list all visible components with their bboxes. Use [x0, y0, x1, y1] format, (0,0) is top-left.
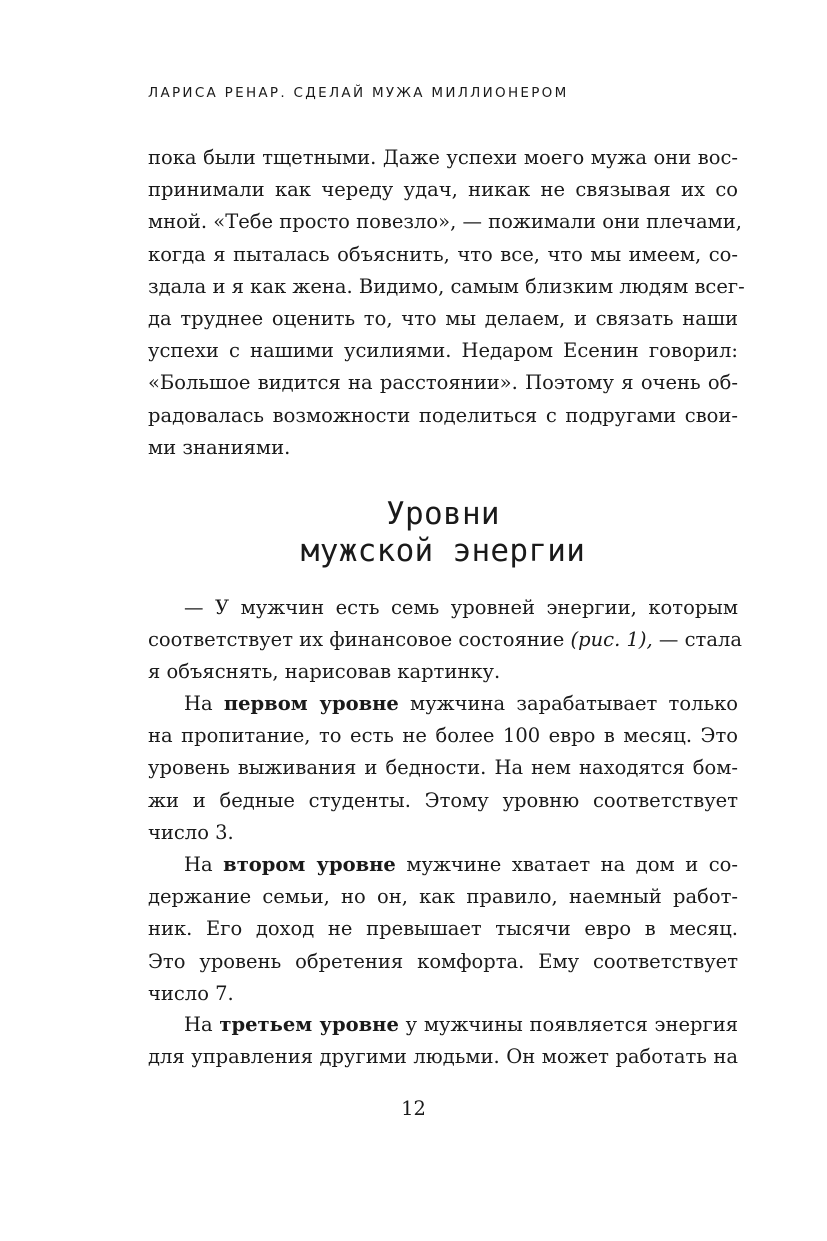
text-line: Это уровень обретения комфорта. Ему соответствует — [148, 949, 738, 973]
text-line: когда я пыталась объяснить, что все, что мы имеем, со- — [148, 242, 738, 266]
text-line: уровень выживания и бедности. На нем находятся бом- — [148, 756, 738, 780]
text-line: радовалась возможности поделиться с подругами свои- — [148, 403, 738, 427]
text-line: держание семьи, но он, как правило, наемный работ- — [148, 885, 738, 909]
level-term: первом уровне — [223, 692, 399, 715]
text-line: здала и я как жена. Видимо, самым близким людям всег- — [148, 274, 745, 298]
section-heading — [148, 496, 738, 570]
paragraph-second-level — [148, 849, 738, 1010]
running-head: ЛАРИСА РЕНАР. СДЕЛАЙ МУЖА МИЛЛИОНЕРОМ — [148, 85, 569, 101]
text-run: На — [184, 853, 224, 876]
text-run: у мужчины появляется энергия — [398, 1013, 738, 1036]
figure-reference: (рис. 1), — [570, 628, 653, 652]
text-run: На — [184, 1013, 220, 1036]
text-line: успехи с нашими усилиями. Недаром Есенин говорил: — [148, 339, 738, 363]
text-line: «Большое видится на расстоянии». Поэтому я очень об- — [148, 371, 738, 395]
text-line: — У мужчин есть семь уровней энергии, которым — [184, 596, 738, 619]
paragraph-levels-intro — [148, 592, 742, 689]
text-line: я объяснять, нарисовав картинку. — [148, 660, 501, 684]
text-line — [148, 688, 738, 720]
text-run: мужчина зарабатывает только — [398, 692, 738, 715]
text-run: мужчине хватает на дом и со- — [395, 853, 738, 876]
text-line: ник. Его доход не превышает тысячи евро в месяц. — [148, 917, 738, 941]
paragraph-first-level — [148, 688, 738, 849]
text-line: пока были тщетными. Даже успехи моего мужа они вос- — [148, 146, 738, 169]
text-run: На — [184, 692, 224, 715]
text-line: принимали как череду удач, никак не связывая их со — [148, 178, 738, 202]
text-line: число 7. — [148, 981, 234, 1005]
level-term: втором уровне — [223, 853, 396, 876]
text-line: жи и бедные студенты. Этому уровню соответствует — [148, 788, 738, 812]
text-line — [148, 849, 738, 881]
text-run: соответствует их финансовое состояние — [148, 628, 571, 652]
text-line: для управления другими людьми. Он может работать на — [148, 1045, 738, 1069]
text-line — [148, 1009, 738, 1041]
section-heading-line-1: Уровни — [386, 496, 500, 532]
text-run: — стала — [652, 628, 742, 652]
section-heading-line-2: мужской энергии — [300, 533, 586, 569]
page-number: 12 — [401, 1097, 426, 1120]
intro-paragraph — [148, 142, 745, 464]
text-line: число 3. — [148, 820, 234, 844]
text-line: да труднее оценить то, что мы делаем, и связать наши — [148, 306, 738, 330]
paragraph-third-level — [148, 1009, 738, 1073]
text-line: на пропитание, то есть не более 100 евро в месяц. Это — [148, 724, 738, 748]
text-line: ми знаниями. — [148, 435, 291, 459]
level-term: третьем уровне — [219, 1013, 399, 1036]
text-line: мной. «Тебе просто повезло», — пожимали они плечами, — [148, 210, 742, 234]
text-line — [148, 624, 742, 656]
